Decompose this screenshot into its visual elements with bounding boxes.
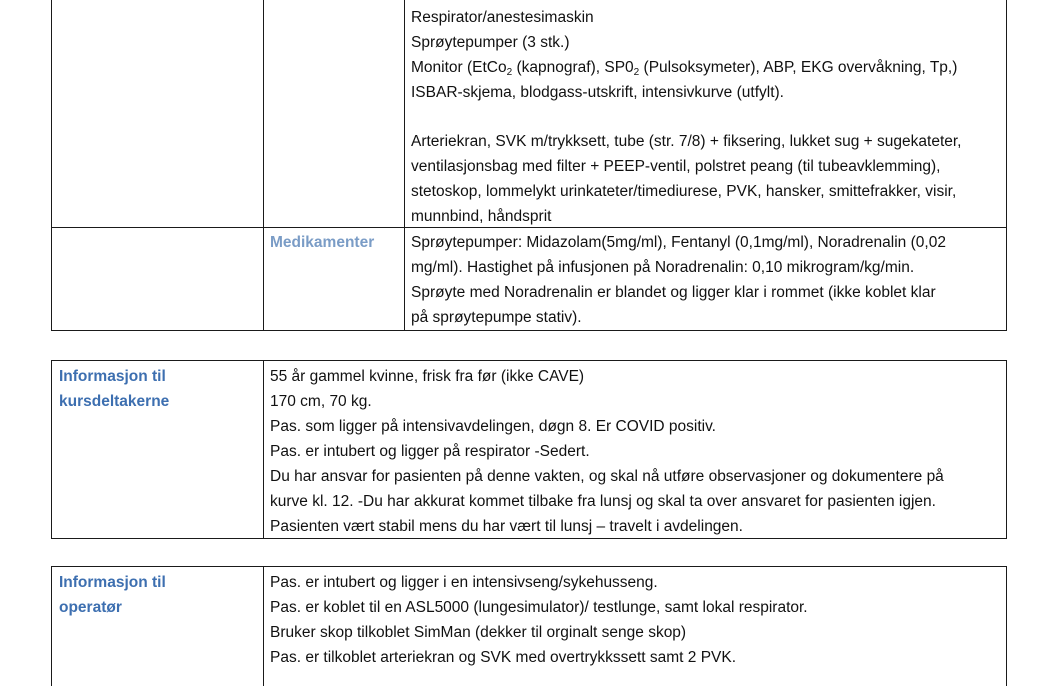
operator-info-line: Bruker skop tilkoblet SimMan (dekker til orginalt senge skop) xyxy=(270,624,687,641)
participant-info-line: Pas. er intubert og ligger på respirator -Sedert. xyxy=(270,443,590,460)
equipment-content-cell xyxy=(404,0,1006,227)
participant-info-line: Pasienten vært stabil mens du har vært til lunsj – travelt i avdelingen. xyxy=(270,518,743,535)
operator-info-table xyxy=(51,566,1007,686)
equipment-line: ventilasjonsbag med filter + PEEP-ventil, polstret peang (til tubeavklemming), xyxy=(411,158,941,175)
operator-info-line: Pas. er tilkoblet arteriekran og SVK med overtrykkssett samt 2 PVK. xyxy=(270,649,737,666)
monitor-text-a: Monitor (EtCo xyxy=(411,59,507,76)
participant-info-line: kurve kl. 12. -Du har akkurat kommet tilbake fra lunsj og skal ta over ansvaret for pasienten igjen. xyxy=(270,493,936,510)
monitor-sub-2: 2 xyxy=(633,67,640,78)
monitor-text-b: (kapnograf), SP0 xyxy=(512,59,634,76)
medications-line: Sprøytepumper: Midazolam(5mg/ml), Fentanyl (0,1mg/ml), Noradrenalin (0,02 xyxy=(411,234,946,251)
operator-info-line: Pas. er koblet til en ASL5000 (lungesimulator)/ testlunge, samt lokal respirator. xyxy=(270,599,808,616)
equipment-line: Sprøytepumper (3 stk.) xyxy=(411,34,570,51)
monitor-line xyxy=(411,55,957,80)
medications-row xyxy=(52,228,1006,332)
participant-info-table xyxy=(51,360,1007,539)
operator-info-label: Informasjon til xyxy=(59,574,166,591)
equipment-line: Arteriekran, SVK m/trykksett, tube (str. 7/8) + fiksering, lukket sug + sugekateter, xyxy=(411,133,962,150)
operator-info-content-cell xyxy=(263,567,1006,686)
participant-info-line: 170 cm, 70 kg. xyxy=(270,393,372,410)
equipment-table xyxy=(51,0,1007,331)
equipment-line: Respirator/anestesimaskin xyxy=(411,9,594,26)
monitor-sub-1: 2 xyxy=(506,67,513,78)
participant-info-label: kursdeltakerne xyxy=(59,393,170,410)
participant-info-line: 55 år gammel kvinne, frisk fra før (ikke CAVE) xyxy=(270,368,585,385)
medications-line: mg/ml). Hastighet på infusjonen på Noradrenalin: 0,10 mikrogram/kg/min. xyxy=(411,259,915,276)
medications-line: Sprøyte med Noradrenalin er blandet og ligger klar i rommet (ikke koblet klar xyxy=(411,284,936,301)
equipment-row xyxy=(52,0,1006,227)
medications-line: på sprøytepumpe stativ). xyxy=(411,309,582,326)
operator-info-line: Pas. er intubert og ligger i en intensivseng/sykehusseng. xyxy=(270,574,658,591)
equipment-line: ISBAR-skjema, blodgass-utskrift, intensivkurve (utfylt). xyxy=(411,84,784,101)
monitor-text-c: (Pulsoksymeter), ABP, EKG overvåkning, Tp,) xyxy=(639,59,958,76)
operator-info-label: operatør xyxy=(59,599,122,616)
participant-info-line: Du har ansvar for pasienten på denne vakten, og skal nå utføre observasjoner og dokumentere på xyxy=(270,468,944,485)
participant-info-line: Pas. som ligger på intensivavdelingen, døgn 8. Er COVID positiv. xyxy=(270,418,716,435)
medications-content-cell xyxy=(404,228,1006,332)
participant-info-label: Informasjon til xyxy=(59,368,166,385)
medications-label: Medikamenter xyxy=(270,234,375,251)
participant-info-content-cell xyxy=(263,361,1006,538)
operator-info-label-cell xyxy=(52,567,263,686)
equipment-line: munnbind, håndsprit xyxy=(411,208,552,225)
medications-label-cell xyxy=(263,228,404,332)
equipment-line: stetoskop, lommelykt urinkateter/timediurese, PVK, hansker, smittefrakker, visir, xyxy=(411,183,957,200)
participant-info-label-cell xyxy=(52,361,263,538)
